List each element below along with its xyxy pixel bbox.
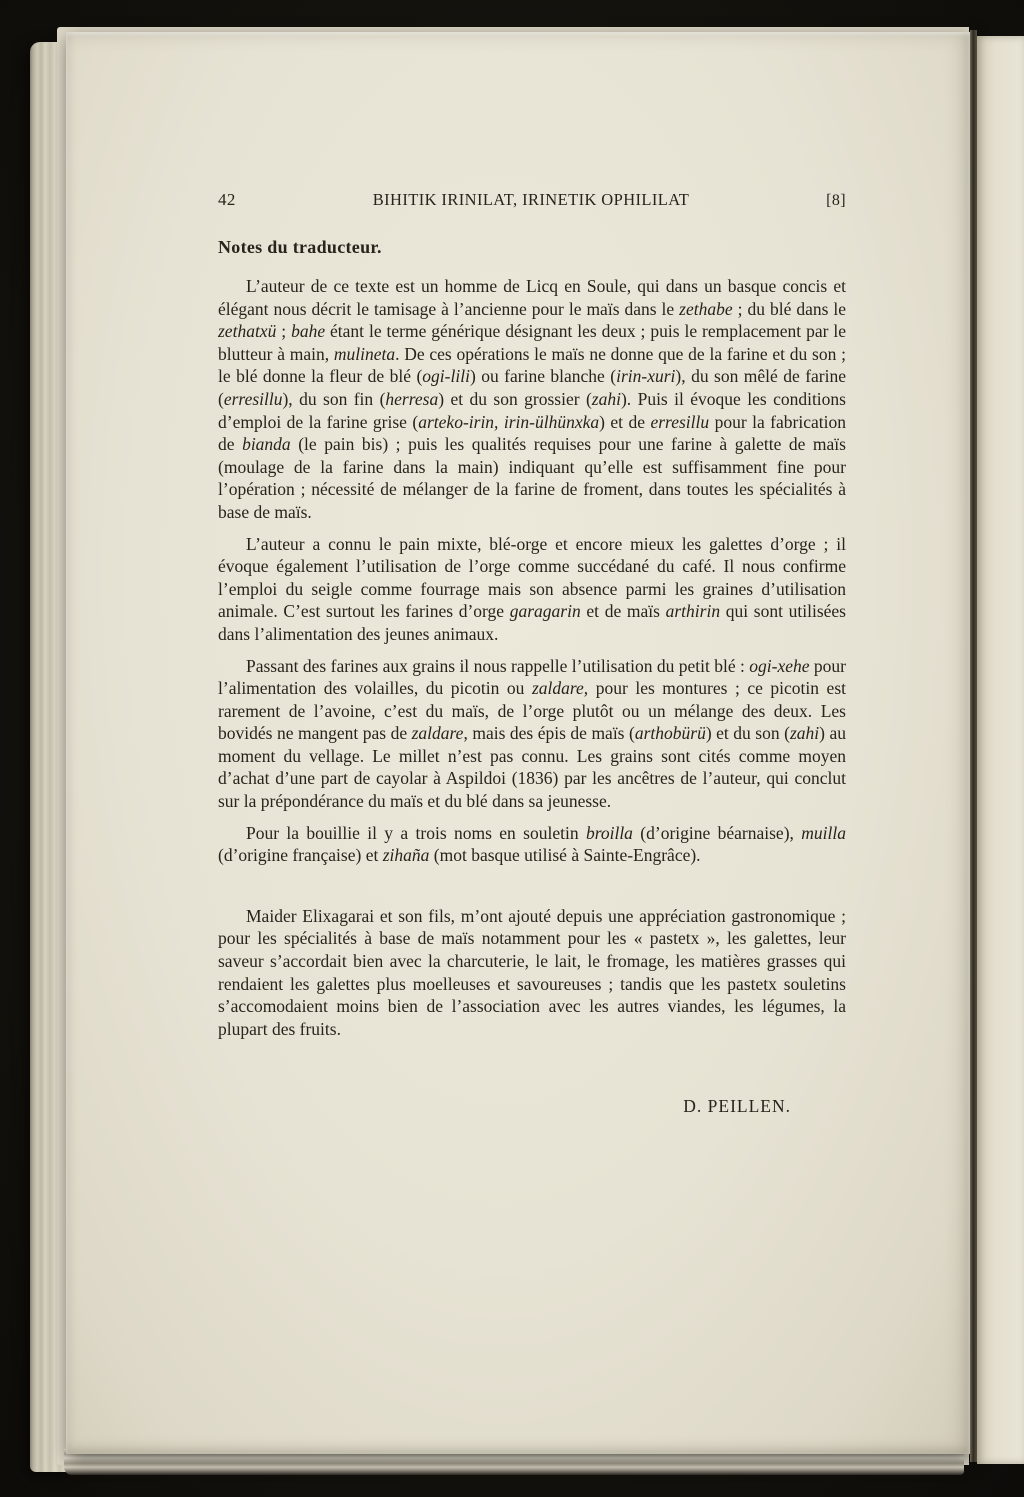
paragraph-5: Maider Elixagarai et son fils, m’ont ajouté depuis une appréciation gastronomique ; pour les spécialités à base de maïs notamment pour les « pastetx », les galettes, leur saveur s’accordait bien avec la charcuterie, le lait, le fromage, les matières grasses qui rendaient les galettes plus moelleuses et savoureuses ; tandis que les pastetx souletins s’accomodaient moins bien de l’association avec les autres viandes, les légumes, la plupart des fruits. (218, 905, 846, 1039)
book-page (66, 32, 970, 1454)
running-title: BIHITIK IRINILAT, IRINETIK OPHILILAT (372, 190, 690, 209)
section-heading: Notes du traducteur. (218, 237, 382, 257)
folio-bracket: [8] (826, 192, 846, 209)
paragraph-4: Pour la bouillie il y a trois noms en souletin broilla (d’origine béarnaise), muilla (d’origine française) et zihaña (mot basque utilisé à Sainte-Engrâce). (218, 822, 846, 866)
paragraph-1: L’auteur de ce texte est un homme de Licq en Soule, qui dans un basque concis et élégant nous décrit le tamisage à l’ancienne pour le maïs dans le zethabe ; du blé dans le zethatxü ; bahe étant le terme générique désignant les deux ; puis le remplacement par le blutteur à main, mulineta. De ces opérations le maïs ne donne que de la farine et du son ; le blé donne la fleur de blé (ogi-lili) ou farine blanche (irin-xuri), du son mêlé de farine (erresillu), du son fin (herresa) et du son grossier (zahi). Puis il évoque les conditions d’emploi de la farine grise (arteko-irin, irin-ülhünxka) et de erresillu pour la fabrication de bianda (le pain bis) ; puis les qualités requises pour une farine à galette de maïs (moulage de la farine dans la main) indiquant qu’elle est suffisamment fine pour l’opération ; nécessité de mélanger de la farine de froment, dans toutes les spécialités à base de maïs. (218, 276, 847, 522)
running-header (218, 190, 846, 210)
paragraph-2: L’auteur a connu le pain mixte, blé-orge et encore mieux les galettes d’orge ; il évoque également l’utilisation de l’orge comme succédané du café. Il nous confirme l’emploi du seigle comme fourrage mais son absence parmi les graines d’utilisation animale. C’est surtout les farines d’orge garagarin et de maïs arthirin qui sont utilisées dans l’alimentation des jeunes animaux. (218, 533, 846, 644)
facing-page-sliver (977, 36, 1024, 1464)
page-number: 42 (218, 190, 236, 209)
body-text (218, 275, 846, 1040)
page-content (218, 190, 846, 1117)
page-gutter (970, 30, 977, 1462)
author-signature: D. PEILLEN. (683, 1096, 791, 1117)
paragraph-3: Passant des farines aux grains il nous rappelle l’utilisation du petit blé : ogi-xehe pour l’alimentation des volailles, du picotin ou zaldare, pour les montures ; ce picotin est rarement de l’avoine, c’est du maïs, de l’orge plutôt ou un mélange des deux. Les bovidés ne mangent pas de zaldare, mais des épis de maïs (arthobürü) et du son (zahi) au moment du vellage. Le millet n’est pas connu. Les grains sont cités comme moyen d’achat d’une part de cayolar à Aspildoi (1836) par les ancêtres de l’auteur, qui conclut sur la prépondérance du maïs et du blé dans sa jeunesse. (218, 655, 847, 812)
